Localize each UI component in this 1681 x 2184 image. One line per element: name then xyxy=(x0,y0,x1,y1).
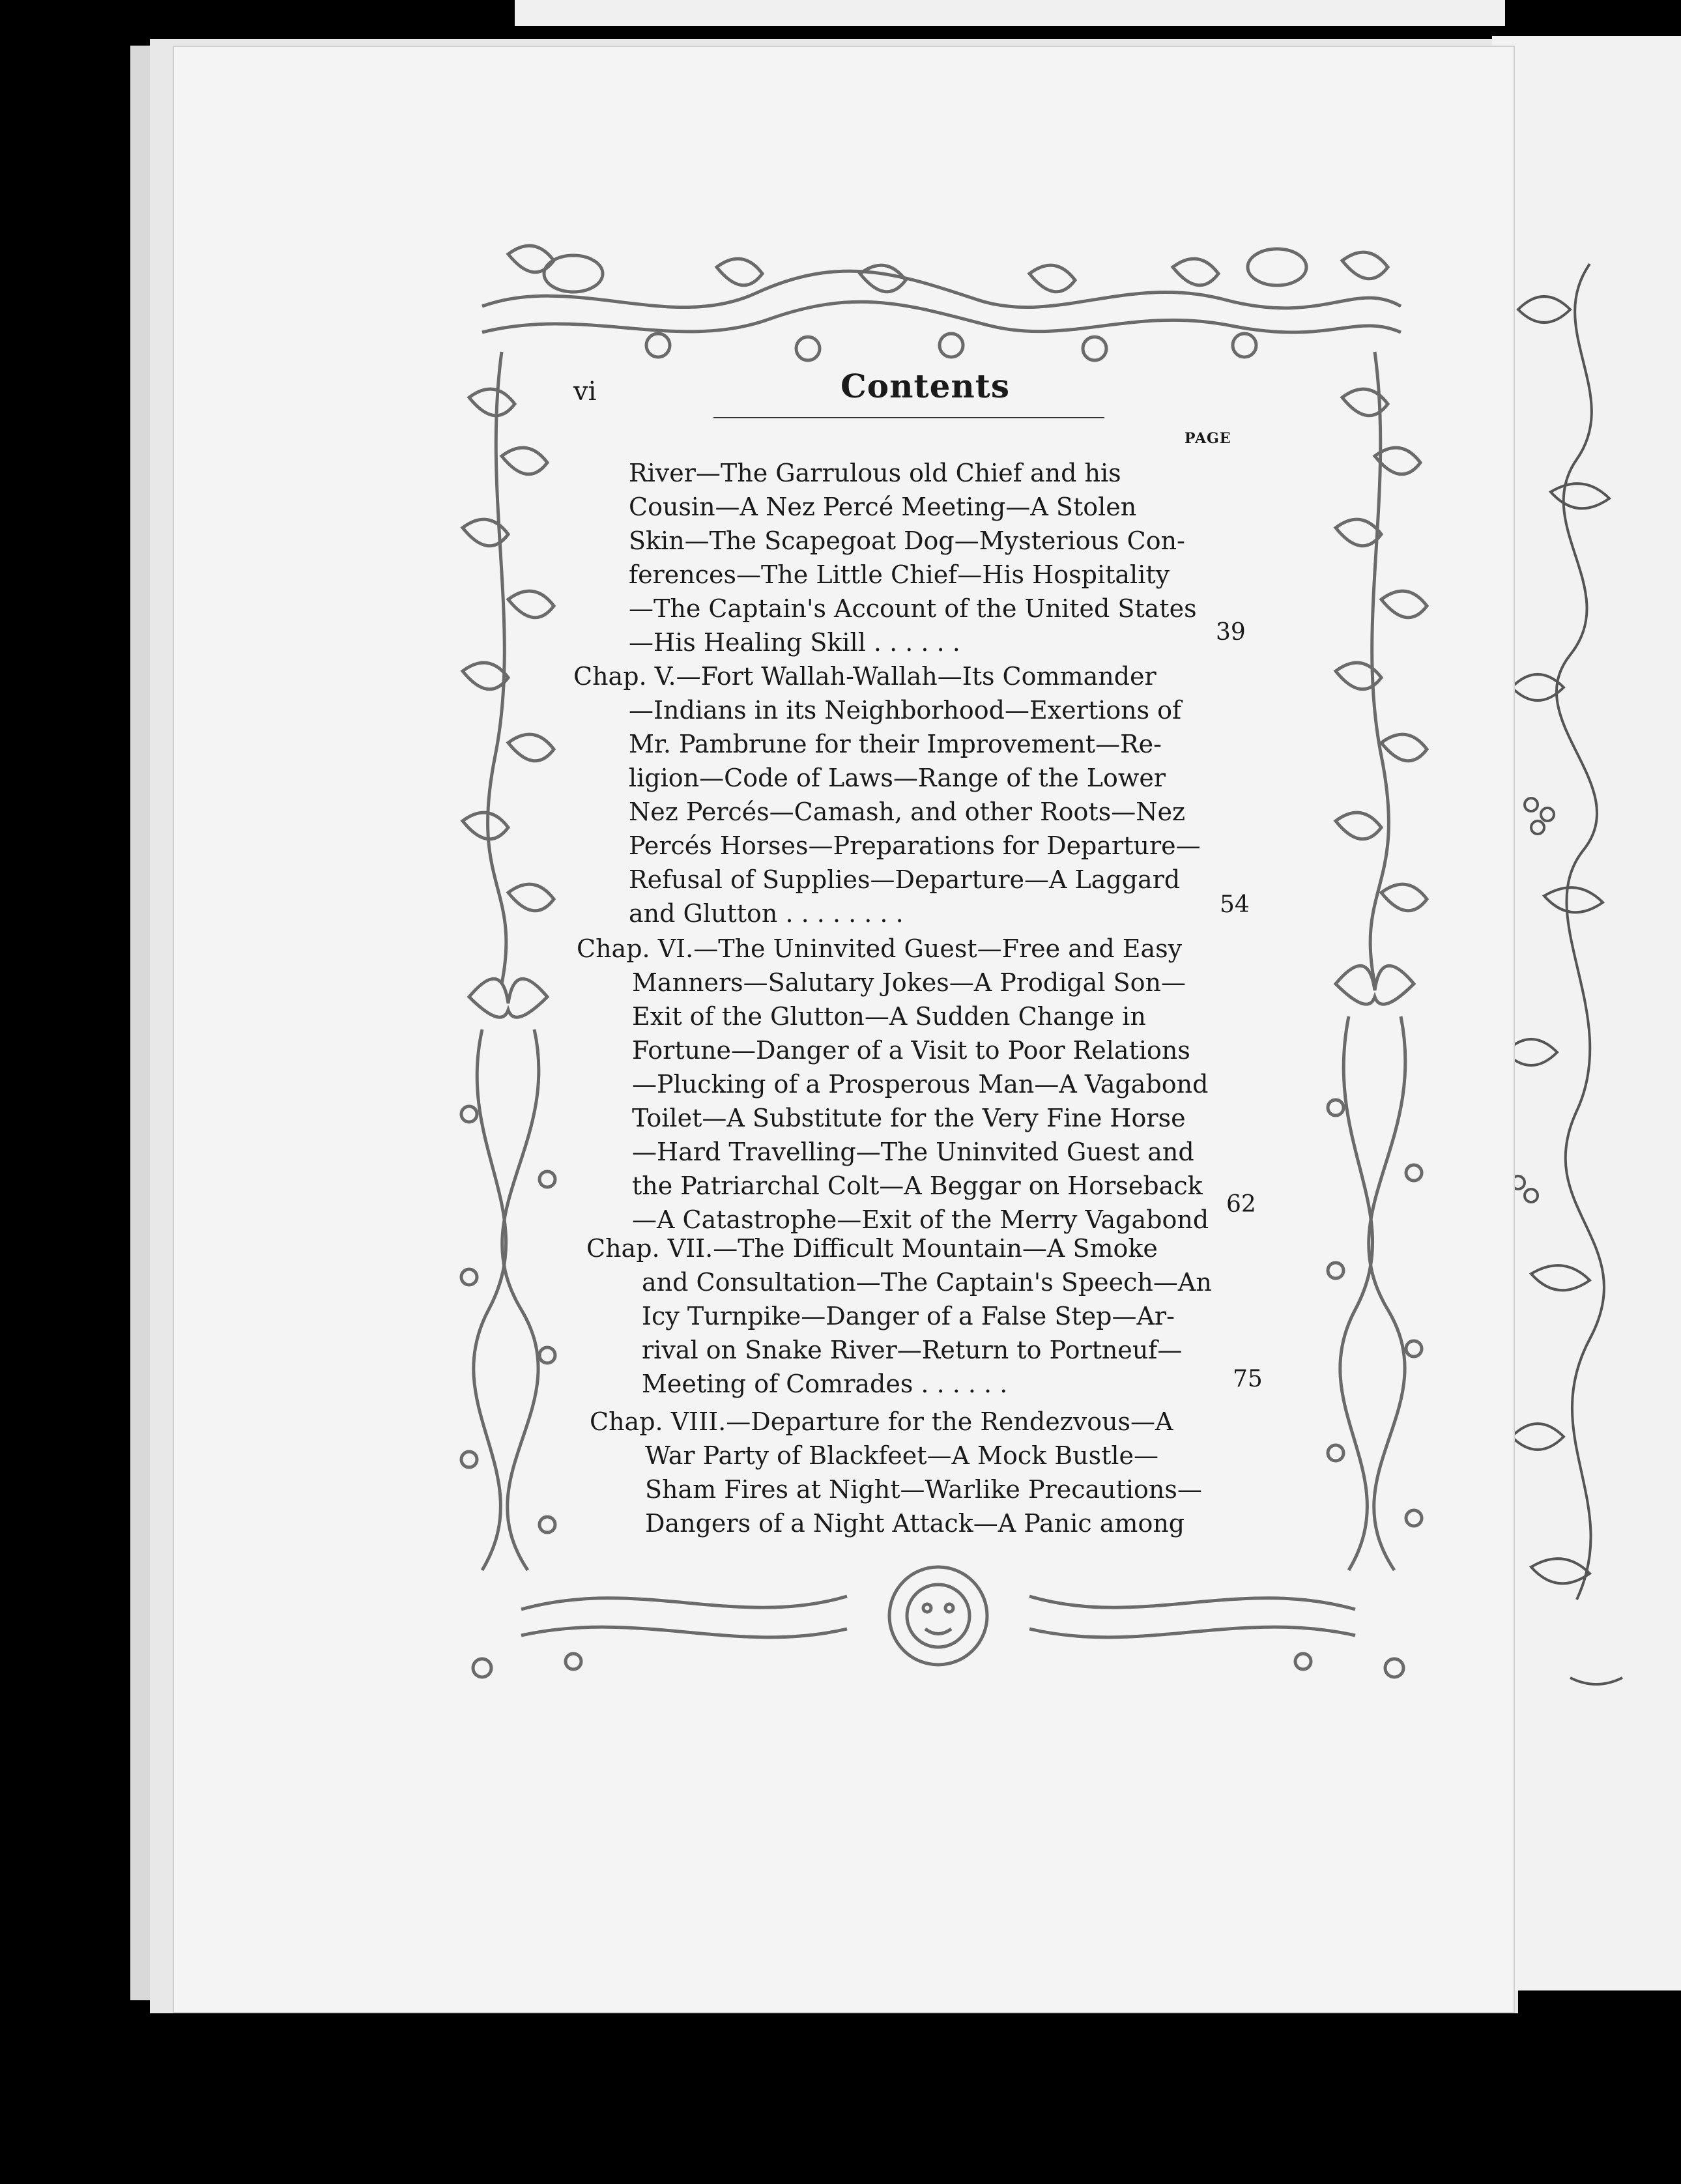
toc-line: —His Healing Skill . . . . . . xyxy=(629,628,960,657)
toc-line: Nez Percés—Camash, and other Roots—Nez xyxy=(629,797,1185,826)
toc-line: Skin—The Scapegoat Dog—Mysterious Con- xyxy=(629,526,1185,555)
toc-page-number: 75 xyxy=(1233,1366,1263,1392)
toc-line: ligion—Code of Laws—Range of the Lower xyxy=(629,764,1166,792)
toc-page-number: 62 xyxy=(1226,1191,1256,1218)
toc-line: Sham Fires at Night—Warlike Precautions— xyxy=(645,1475,1202,1504)
toc-line: Cousin—A Nez Percé Meeting—A Stolen xyxy=(629,493,1137,521)
toc-line: Toilet—A Substitute for the Very Fine Horse xyxy=(632,1104,1186,1132)
toc-entry xyxy=(573,659,1201,930)
toc-entry xyxy=(590,1405,1202,1540)
toc-entry xyxy=(577,932,1209,1237)
toc-line: and Consultation—The Captain's Speech—An xyxy=(642,1268,1212,1297)
toc-line: rival on Snake River—Return to Portneuf— xyxy=(642,1336,1183,1364)
page-folio: vi xyxy=(573,377,597,407)
toc-line: Refusal of Supplies—Departure—A Laggard xyxy=(629,865,1181,894)
toc-line: —Hard Travelling—The Uninvited Guest and xyxy=(632,1138,1194,1166)
toc-line: —The Captain's Account of the United States xyxy=(629,594,1197,623)
toc-line: Icy Turnpike—Danger of a False Step—Ar- xyxy=(642,1302,1175,1330)
toc-line: Meeting of Comrades . . . . . . xyxy=(642,1370,1008,1398)
toc-entry xyxy=(629,456,1197,659)
heading-rule xyxy=(713,417,1104,418)
toc-line: River—The Garrulous old Chief and his xyxy=(629,459,1121,487)
toc-line: ferences—The Little Chief—His Hospitality xyxy=(629,560,1170,589)
toc-line: and Glutton . . . . . . . . xyxy=(629,899,904,928)
page-column-label: PAGE xyxy=(1185,430,1231,447)
page-heading: Contents xyxy=(840,367,1011,405)
toc-line: Chap. VI.—The Uninvited Guest—Free and Easy xyxy=(577,934,1183,963)
toc-line: Fortune—Danger of a Visit to Poor Relations xyxy=(632,1036,1190,1065)
toc-line: Dangers of a Night Attack—A Panic among xyxy=(645,1509,1185,1538)
toc-line: Exit of the Glutton—A Sudden Change in xyxy=(632,1002,1146,1031)
toc-line: the Patriarchal Colt—A Beggar on Horseback xyxy=(632,1171,1203,1200)
toc-page-number: 54 xyxy=(1220,891,1250,918)
toc-line: —A Catastrophe—Exit of the Merry Vagabond xyxy=(632,1205,1209,1234)
toc-line: Percés Horses—Preparations for Departure— xyxy=(629,831,1201,860)
toc-line: Chap. VII.—The Difficult Mountain—A Smoke xyxy=(586,1234,1158,1263)
toc-entry xyxy=(586,1231,1212,1401)
toc-line: —Indians in its Neighborhood—Exertions of xyxy=(629,696,1182,725)
toc-line: Chap. V.—Fort Wallah-Wallah—Its Commander xyxy=(573,662,1157,691)
toc-line: Chap. VIII.—Departure for the Rendezvous—A xyxy=(590,1407,1173,1436)
toc-line: War Party of Blackfeet—A Mock Bustle— xyxy=(645,1441,1159,1470)
toc-line: Mr. Pambrune for their Improvement—Re- xyxy=(629,730,1162,758)
toc-line: Manners—Salutary Jokes—A Prodigal Son— xyxy=(632,968,1186,997)
toc-page-number: 39 xyxy=(1216,619,1246,646)
toc-line: —Plucking of a Prosperous Man—A Vagabond xyxy=(632,1070,1209,1099)
